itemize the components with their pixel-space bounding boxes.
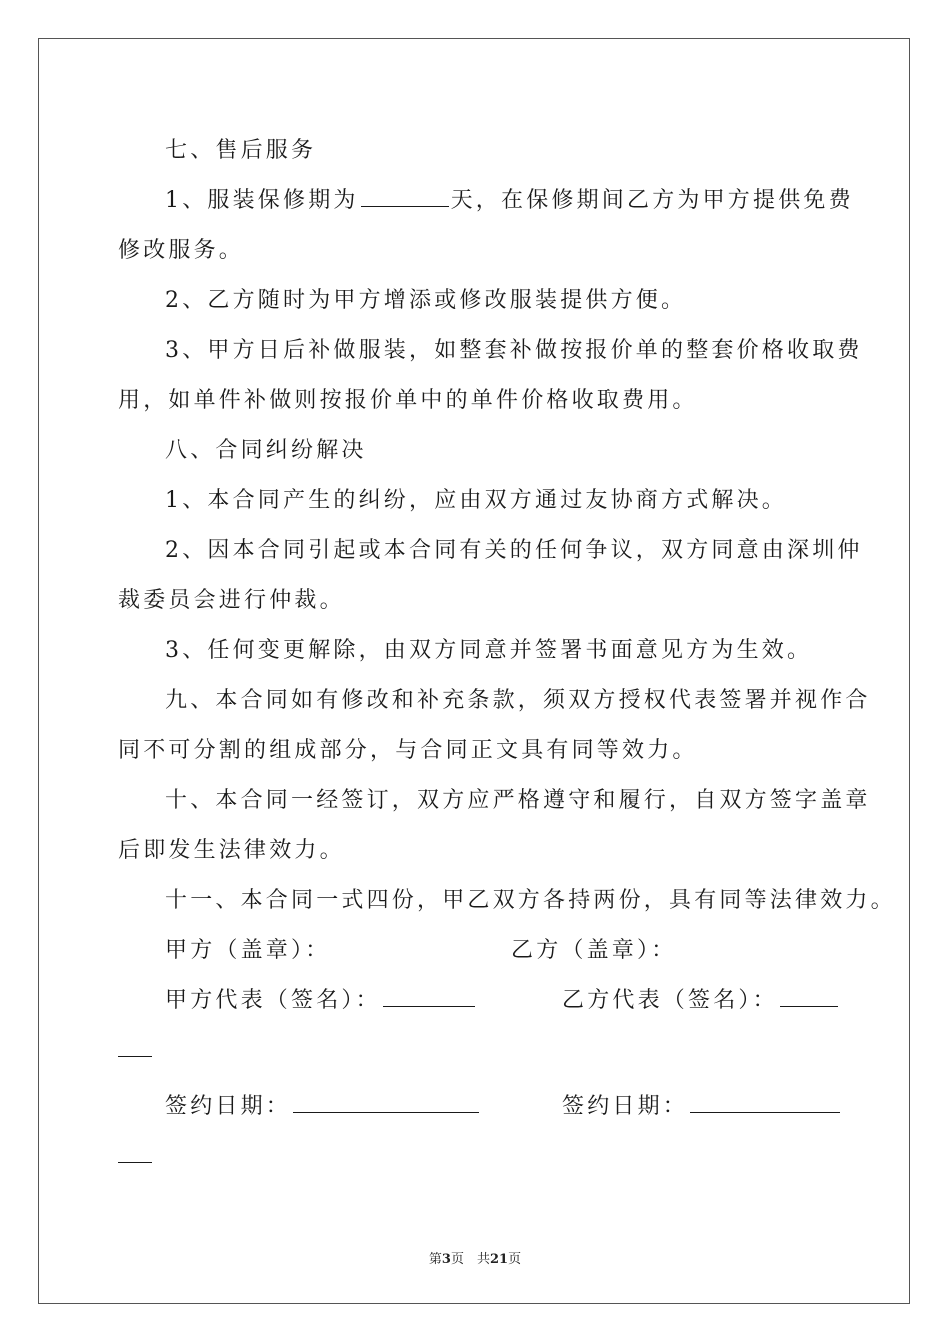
party-b-date-blank-overflow [118, 1144, 152, 1163]
party-b-rep-label: 乙方代表（签名）： [562, 988, 778, 1013]
section-7-item-3: 3、甲方日后补做服装，如整套补做按报价单的整套价格收取费 [165, 338, 863, 363]
party-a-seal-label: 甲方（盖章）： [165, 938, 331, 963]
section-8-item-1: 1、本合同产生的纠纷，应由双方通过友协商方式解决。 [165, 488, 787, 513]
section-8-title: 八、合同纠纷解决 [165, 438, 367, 463]
party-b-date [562, 1082, 842, 1132]
warranty-days-blank [361, 188, 449, 207]
total-page-number: 21 [489, 1252, 509, 1267]
document-body [118, 126, 896, 1188]
section-8-item-2-cont: 裁委员会进行仲裁。 [118, 588, 345, 613]
page-footer [0, 1248, 950, 1267]
party-b-rep-blank [780, 988, 838, 1007]
section-7-item-1 [118, 176, 854, 226]
party-b-rep-blank-wrap [118, 1026, 838, 1082]
page-suffix: 页 [508, 1252, 522, 1267]
section-10-cont: 后即发生法律效力。 [118, 838, 345, 863]
section-7-title: 七、售后服务 [165, 138, 317, 163]
seal-row [165, 926, 838, 976]
page-mid: 页 共 [450, 1252, 490, 1267]
section-7-item-2: 2、乙方随时为甲方增添或修改服装提供方便。 [165, 288, 687, 313]
party-a-date-blank [293, 1094, 479, 1113]
party-b-date-label: 签约日期： [562, 1094, 689, 1119]
section-7-item-1-end: 天，在保修期间乙方为甲方提供免费 [450, 188, 854, 213]
current-page-number: 3 [441, 1252, 451, 1267]
party-b-date-blank [690, 1094, 840, 1113]
section-11: 十一、本合同一式四份，甲乙双方各持两份，具有同等法律效力。 [165, 888, 896, 913]
section-9: 九、本合同如有修改和补充条款，须双方授权代表签署并视作合 [165, 688, 871, 713]
section-8-item-3: 3、任何变更解除，由双方同意并签署书面意见方为生效。 [165, 638, 813, 663]
party-a-rep-label: 甲方代表（签名）： [165, 988, 381, 1013]
section-8-item-2: 2、因本合同引起或本合同有关的任何争议，双方同意由深圳仲 [165, 538, 863, 563]
party-a-rep-blank [383, 988, 475, 1007]
section-10: 十、本合同一经签订，双方应严格遵守和履行，自双方签字盖章 [165, 788, 871, 813]
section-7-item-1-cont: 修改服务。 [118, 238, 245, 263]
party-b-date-blank-wrap [118, 1132, 838, 1188]
party-b-rep [562, 976, 840, 1026]
section-9-cont: 同不可分割的组成部分，与合同正文具有同等效力。 [118, 738, 698, 763]
date-row [165, 1082, 838, 1132]
party-a-rep [165, 976, 477, 1026]
party-b-seal-label: 乙方（盖章）： [511, 938, 677, 963]
party-a-date-label: 签约日期： [165, 1094, 292, 1119]
section-7-item-3-cont: 用，如单件补做则按报价单中的单件价格收取费用。 [118, 388, 698, 413]
section-7-item-1-start: 1、服装保修期为 [165, 188, 359, 213]
party-b-rep-blank-overflow [118, 1038, 152, 1057]
party-a-date [165, 1082, 481, 1132]
page-prefix: 第 [428, 1252, 442, 1267]
representative-row [165, 976, 838, 1026]
